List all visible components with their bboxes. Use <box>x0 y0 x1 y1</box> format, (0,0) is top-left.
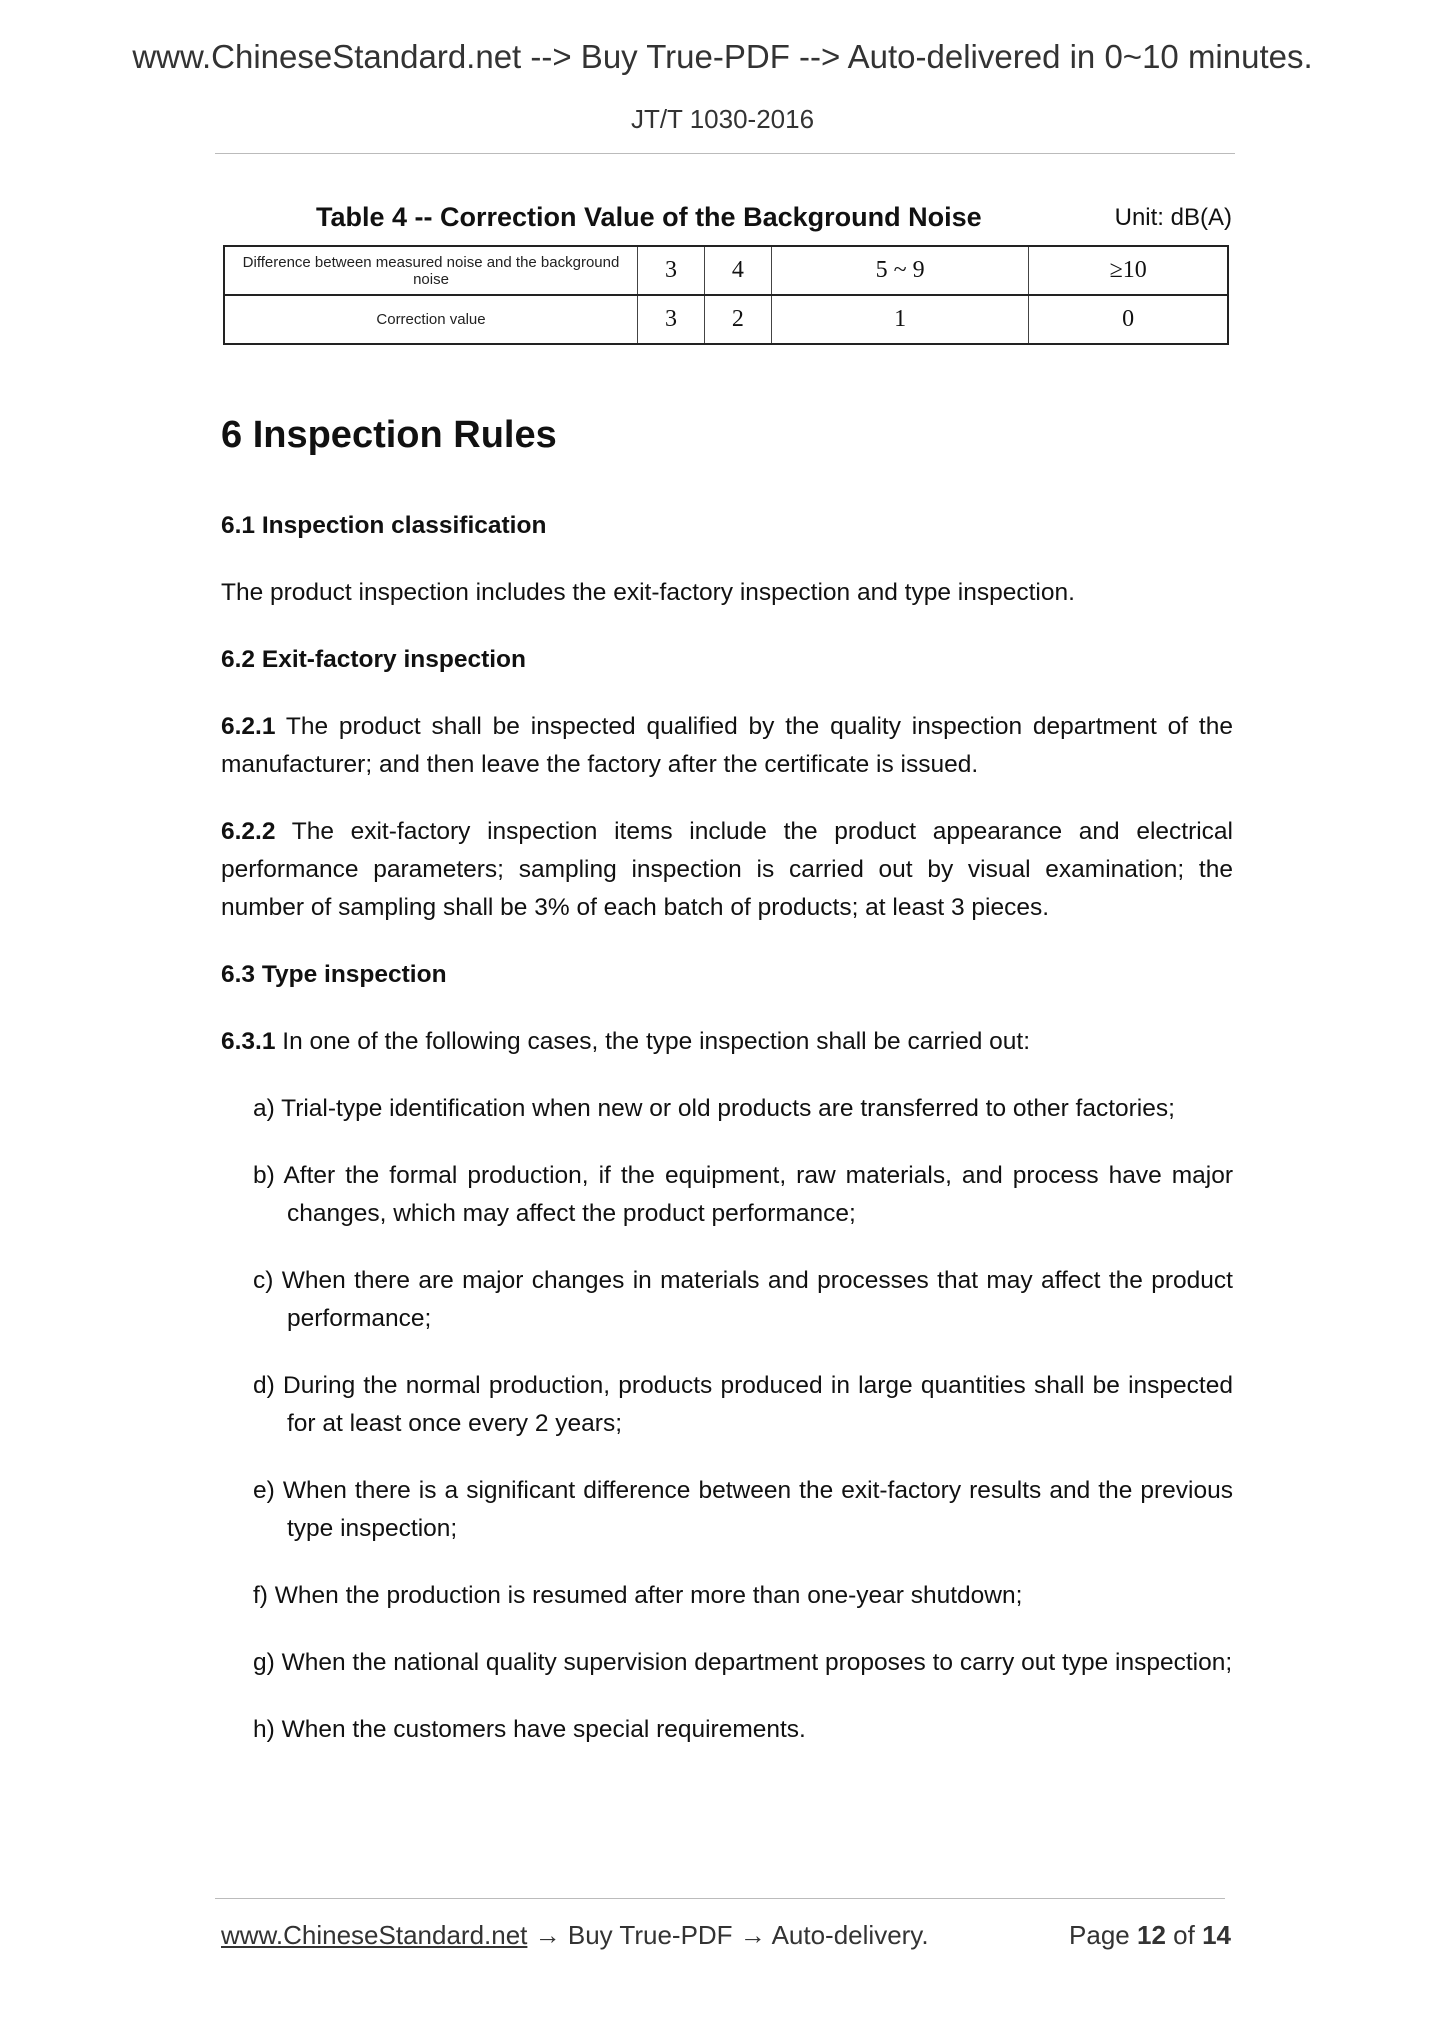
page-total: 14 <box>1202 1920 1231 1950</box>
row-label-correction: Correction value <box>224 295 638 344</box>
paragraph-6-2-2 <box>221 813 1233 927</box>
footer-link[interactable]: www.ChineseStandard.net <box>221 1920 528 1950</box>
table-row <box>224 246 1228 295</box>
of-label: of <box>1173 1920 1195 1950</box>
page-number: 12 <box>1137 1920 1166 1950</box>
table-cell: 0 <box>1029 295 1228 344</box>
header-divider <box>215 153 1235 154</box>
paragraph-6-2-1 <box>221 708 1233 784</box>
footer-tail: → Buy True-PDF → Auto-delivery. <box>527 1920 929 1950</box>
paragraph-6-1: The product inspection includes the exit-factory inspection and type inspection. <box>221 579 1075 606</box>
doc-code: JT/T 1030-2016 <box>630 104 815 134</box>
footer <box>221 1920 1231 1951</box>
table-cell: 4 <box>704 246 771 295</box>
footer-divider <box>215 1898 1225 1899</box>
clause-number: 6.2.1 <box>221 713 276 740</box>
section-title: 6 Inspection Rules <box>221 414 557 456</box>
heading-6-1: 6.1 Inspection classification <box>221 512 547 539</box>
list-item: c) When there are major changes in materials and processes that may affect the product performance; <box>253 1267 1233 1332</box>
clause-text: The product shall be inspected qualified by the quality inspection department of the manufacturer; and then leave the factory after the certificate is issued. <box>221 713 1233 778</box>
list-item: d) During the normal production, products produced in large quantities shall be inspected for at least once every 2 years; <box>253 1372 1233 1437</box>
cases-list <box>221 1090 1233 1749</box>
list-item: g) When the national quality supervision department proposes to carry out type inspection; <box>253 1649 1233 1676</box>
clause-text: In one of the following cases, the type inspection shall be carried out: <box>275 1028 1031 1055</box>
clause-text: The exit-factory inspection items include the product appearance and electrical performance parameters; sampling inspection is carried out by visual examination; the number of sampling shall be 3% of each batch of products; at least 3 pieces. <box>221 818 1233 921</box>
heading-6-2: 6.2 Exit-factory inspection <box>221 646 526 673</box>
heading-6-3: 6.3 Type inspection <box>221 961 447 988</box>
page-indicator <box>1069 1920 1231 1951</box>
list-item: f) When the production is resumed after more than one-year shutdown; <box>253 1582 1023 1609</box>
header-banner: www.ChineseStandard.net --> Buy True-PDF --> Auto-delivered in 0~10 minutes. <box>132 38 1313 75</box>
paragraph-6-3-1 <box>221 1023 1233 1061</box>
table-cell: 1 <box>771 295 1028 344</box>
table-cell: 5 ~ 9 <box>771 246 1028 295</box>
clause-number: 6.2.2 <box>221 818 276 845</box>
table-title: Table 4 -- Correction Value of the Background Noise <box>316 202 982 232</box>
clause-number: 6.3.1 <box>221 1028 276 1055</box>
table-cell: ≥10 <box>1029 246 1228 295</box>
list-item: b) After the formal production, if the equipment, raw materials, and process have major changes, which may affect the product performance; <box>253 1162 1233 1227</box>
table-unit: Unit: dB(A) <box>1114 204 1232 231</box>
table-cell: 3 <box>638 246 705 295</box>
list-item: h) When the customers have special requirements. <box>253 1716 806 1743</box>
list-item: e) When there is a significant difference between the exit-factory results and the previous type inspection; <box>253 1477 1233 1542</box>
table-cell: 2 <box>704 295 771 344</box>
main-content <box>221 405 1233 1749</box>
table-row <box>224 295 1228 344</box>
table-cell: 3 <box>638 295 705 344</box>
row-label-difference: Difference between measured noise and the background noise <box>224 246 638 295</box>
list-item: a) Trial-type identification when new or old products are transferred to other factories; <box>253 1095 1175 1122</box>
correction-table <box>223 245 1229 345</box>
page-label: Page <box>1069 1920 1130 1950</box>
